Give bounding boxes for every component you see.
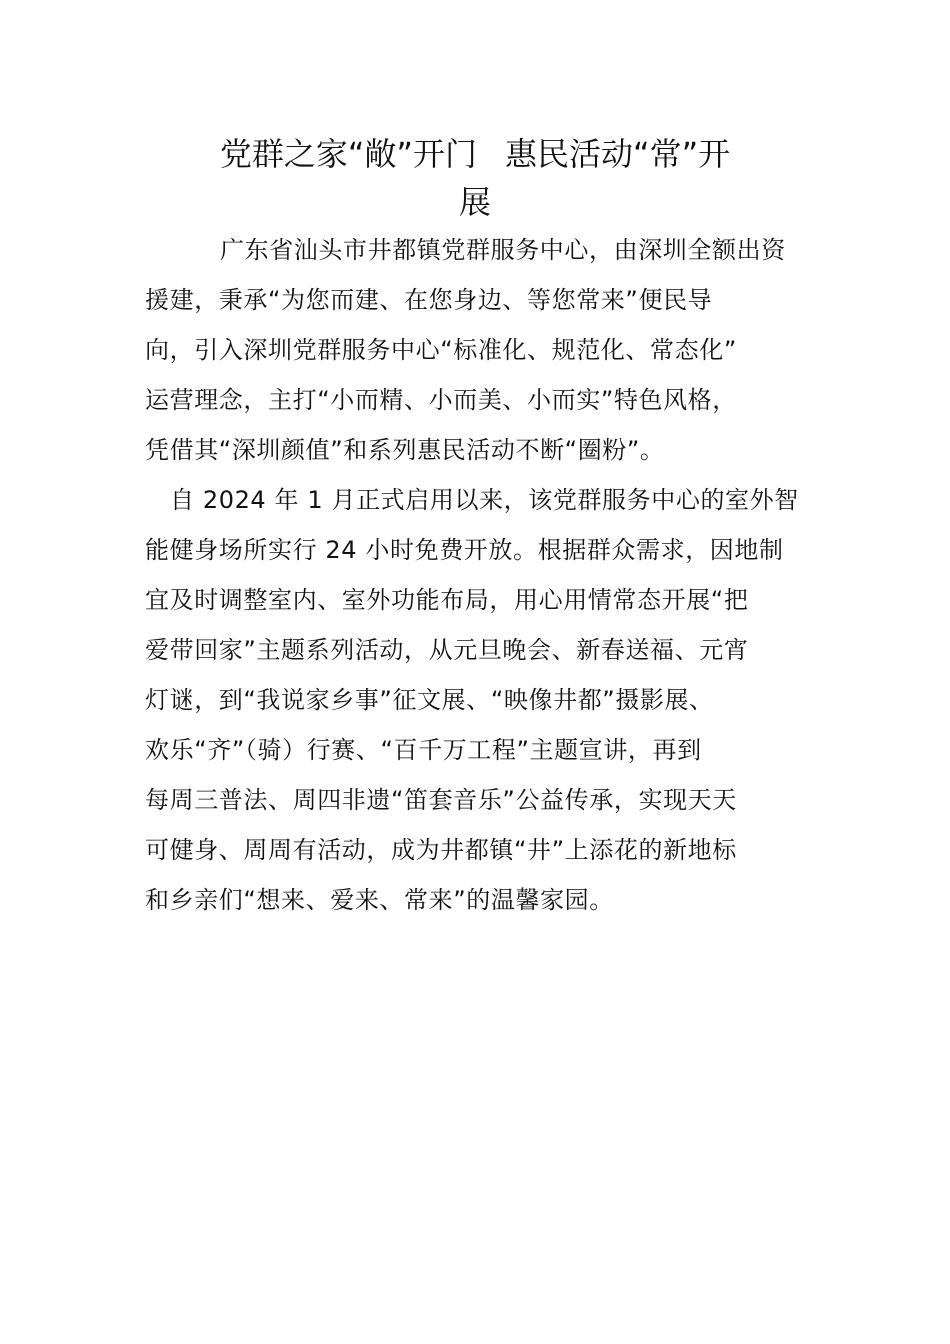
paragraph-2-line-6: 欢乐“齐”（骑）行赛、“百千万工程”主题宣讲，再到 <box>145 736 702 764</box>
paragraph-2-line-1: 自 2024 年 1 月正式启用以来，该党群服务中心的室外智 <box>170 486 799 514</box>
paragraph-2-line-3: 宜及时调整室内、室外功能布局，用心用情常态开展“把 <box>145 586 749 614</box>
paragraph-2-line-8: 可健身、周周有活动，成为井都镇“井”上添花的新地标 <box>145 836 737 864</box>
paragraph-2-line-2: 能健身场所实行 24 小时免费开放。根据群众需求，因地制 <box>145 536 784 564</box>
paragraph-2-line-7: 每周三普法、周四非遗“笛套音乐”公益传承，实现天天 <box>145 786 737 814</box>
paragraph-2-line-4: 爱带回家”主题系列活动，从元旦晚会、新春送福、元宵 <box>145 636 749 664</box>
paragraph-2-line-9: 和乡亲们“想来、爱来、常来”的温馨家园。 <box>145 886 614 914</box>
article-title-line-2: 展 <box>458 183 491 221</box>
article-title-part-1: 党群之家“敞”开门 <box>219 135 477 173</box>
paragraph-1-line-2: 援建，秉承“为您而建、在您身边、等您常来”便民导 <box>145 286 713 314</box>
article-title-line-1 <box>0 130 950 178</box>
paragraph-1-line-3: 向，引入深圳党群服务中心“标准化、规范化、常态化” <box>145 336 737 364</box>
paragraph-1-line-1: 广东省汕头市井都镇党群服务中心，由深圳全额出资 <box>220 236 786 264</box>
article-title-part-2: 惠民活动“常”开 <box>505 135 731 173</box>
paragraph-1-line-4: 运营理念，主打“小而精、小而美、小而实”特色风格， <box>145 386 737 414</box>
paragraph-1-line-5: 凭借其“深圳颜值”和系列惠民活动不断“圈粉”。 <box>145 436 665 464</box>
paragraph-2-line-5: 灯谜，到“我说家乡事”征文展、“映像井都”摄影展、 <box>145 686 714 714</box>
